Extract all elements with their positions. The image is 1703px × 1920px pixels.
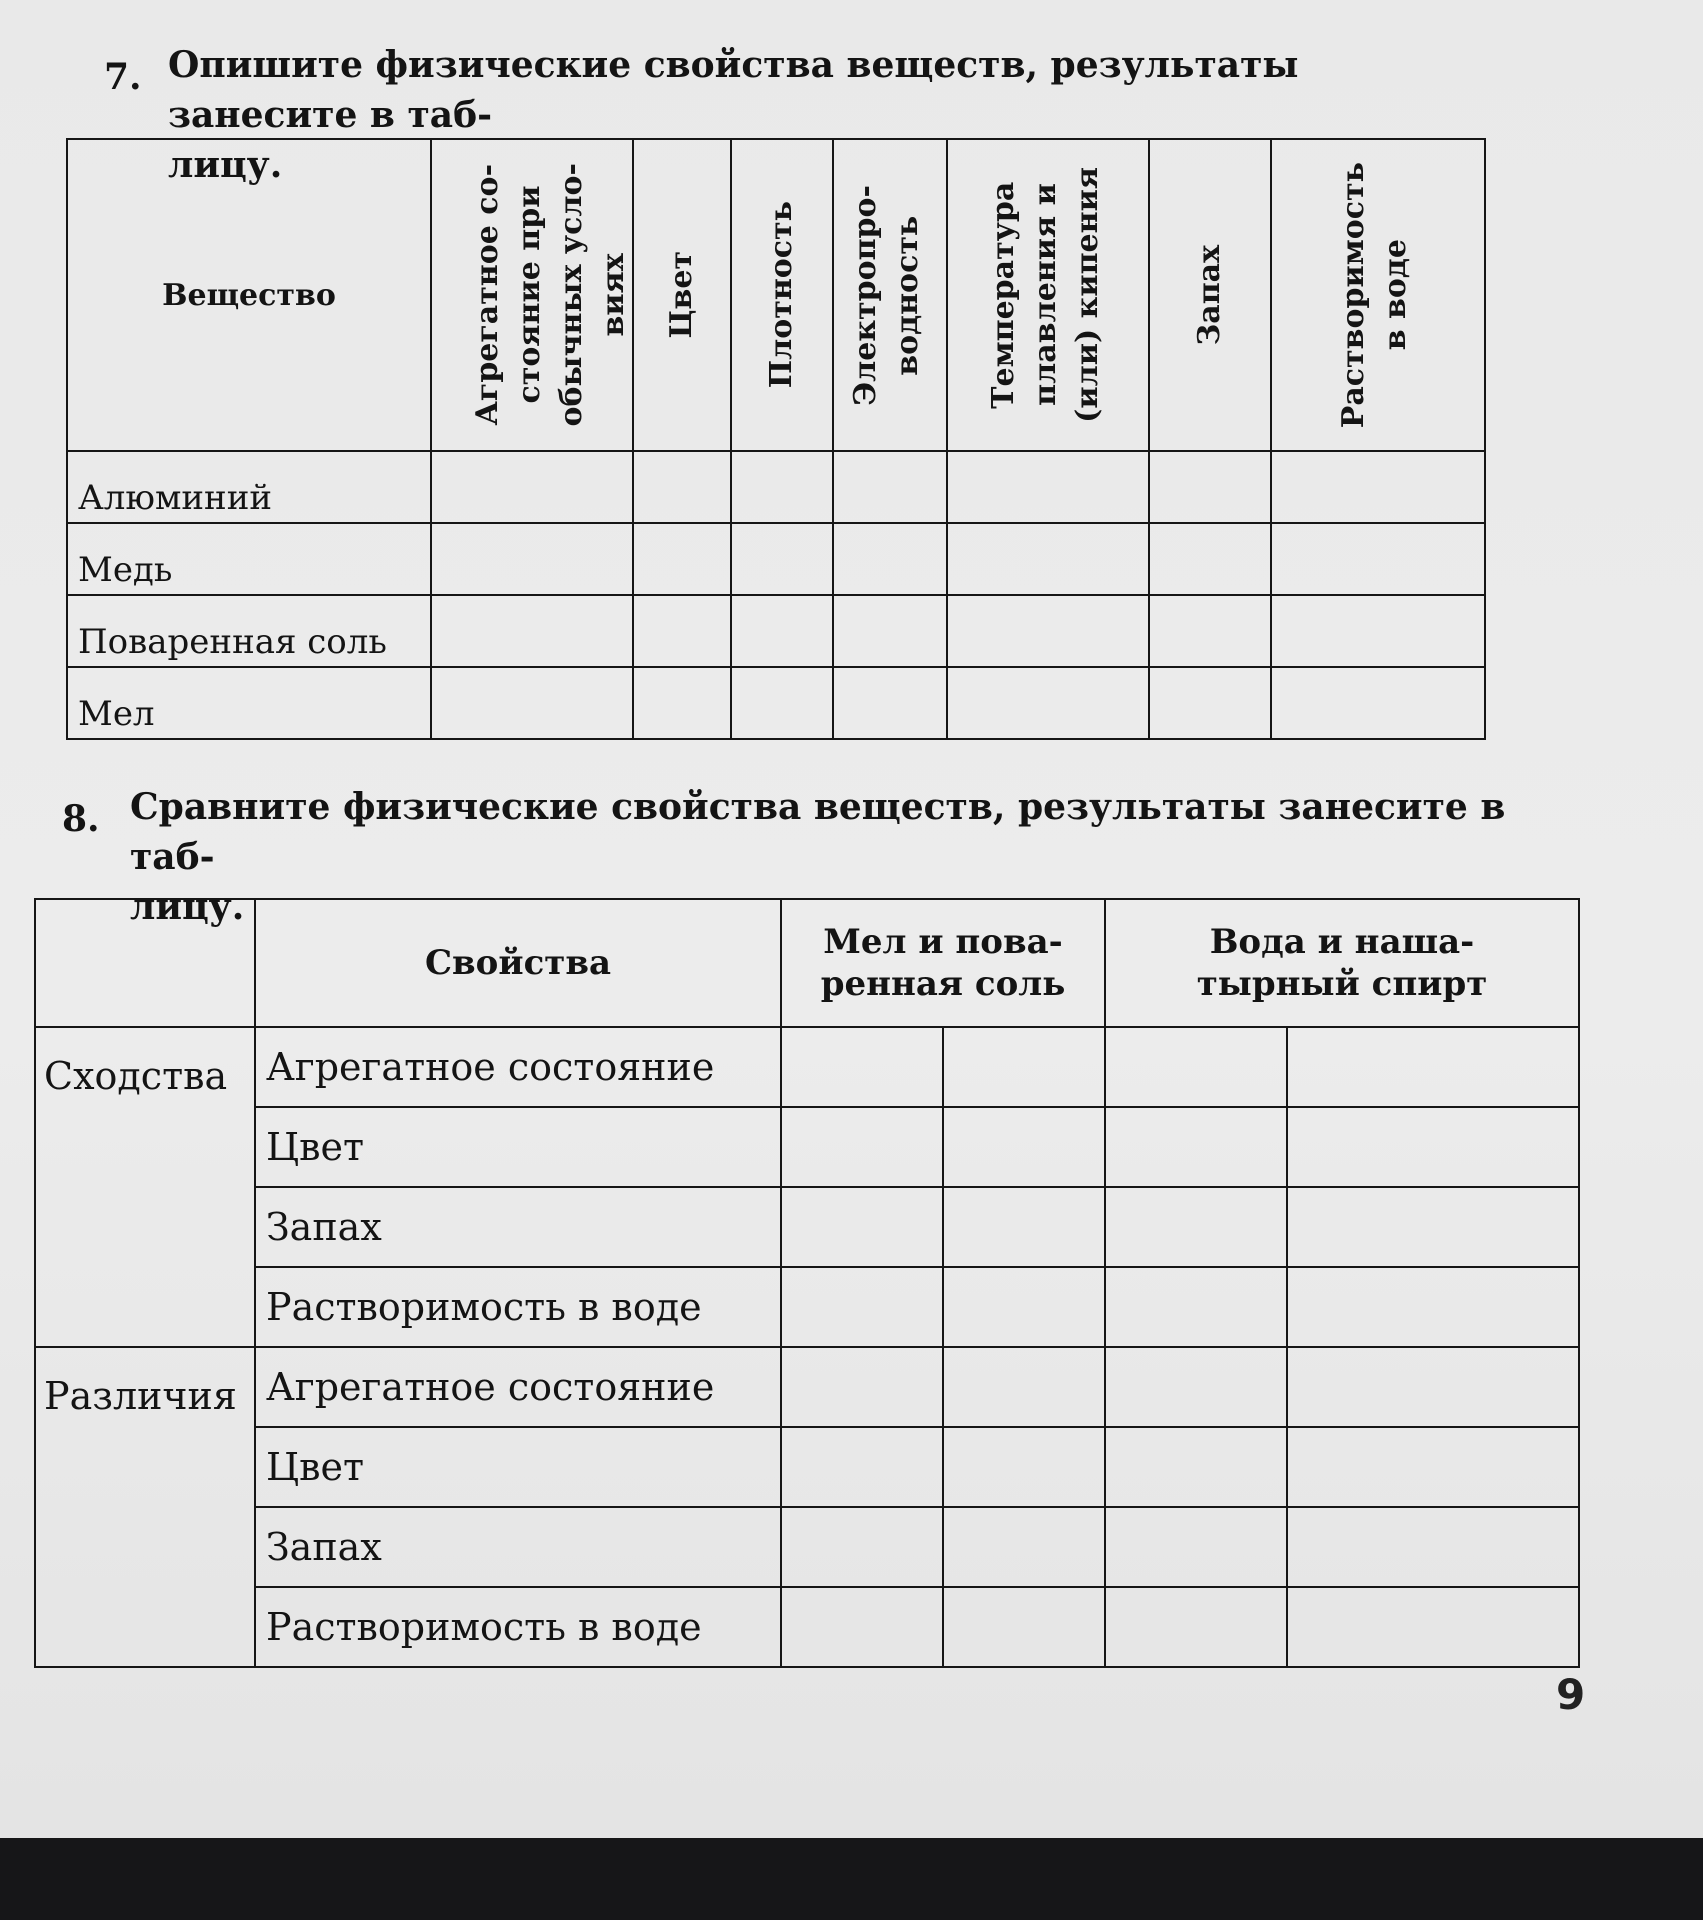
substance-aluminium: Алюминий <box>67 451 431 523</box>
question-8-line-2: лицу. <box>130 886 245 928</box>
answer-cell[interactable] <box>781 1187 943 1267</box>
property-cell: Запах <box>255 1507 781 1587</box>
answer-cell[interactable] <box>1105 1267 1287 1347</box>
answer-cell[interactable] <box>781 1027 943 1107</box>
question-7-number: 7. <box>104 56 142 98</box>
table-8-header-empty <box>35 899 255 1027</box>
answer-cell[interactable] <box>1287 1187 1579 1267</box>
table-row <box>35 1507 1579 1587</box>
answer-cell[interactable] <box>1149 451 1271 523</box>
answer-cell[interactable] <box>943 1427 1105 1507</box>
property-cell: Растворимость в воде <box>255 1587 781 1667</box>
answer-cell[interactable] <box>833 523 947 595</box>
table-7-header-density: Плотность <box>731 139 833 451</box>
substance-table-salt: Поваренная соль <box>67 595 431 667</box>
answer-cell[interactable] <box>781 1507 943 1587</box>
answer-cell[interactable] <box>781 1347 943 1427</box>
answer-cell[interactable] <box>1149 595 1271 667</box>
answer-cell[interactable] <box>731 451 833 523</box>
answer-cell[interactable] <box>1105 1427 1287 1507</box>
answer-cell[interactable] <box>943 1347 1105 1427</box>
answer-cell[interactable] <box>431 523 633 595</box>
answer-cell[interactable] <box>633 451 731 523</box>
property-cell: Запах <box>255 1187 781 1267</box>
table-7-header-substance: Вещество <box>67 139 431 451</box>
table-row <box>67 451 1485 523</box>
table-8 <box>34 898 1580 1668</box>
property-cell: Цвет <box>255 1107 781 1187</box>
answer-cell[interactable] <box>833 667 947 739</box>
table-row <box>35 1027 1579 1107</box>
answer-cell[interactable] <box>431 451 633 523</box>
table-7-header-smell: Запах <box>1149 139 1271 451</box>
answer-cell[interactable] <box>1149 523 1271 595</box>
table-7-header-temperature: Температура плавления и (или) кипения <box>947 139 1149 451</box>
page-number: 9 <box>1556 1670 1586 1719</box>
answer-cell[interactable] <box>781 1587 943 1667</box>
answer-cell[interactable] <box>1287 1027 1579 1107</box>
answer-cell[interactable] <box>781 1267 943 1347</box>
table-row <box>35 1267 1579 1347</box>
answer-cell[interactable] <box>1287 1107 1579 1187</box>
answer-cell[interactable] <box>1105 1107 1287 1187</box>
answer-cell[interactable] <box>1287 1507 1579 1587</box>
question-7-line-1: Опишите физические свойства веществ, результаты занесите в таб- <box>168 44 1299 136</box>
answer-cell[interactable] <box>1271 451 1485 523</box>
answer-cell[interactable] <box>1149 667 1271 739</box>
table-row <box>67 667 1485 739</box>
table-row <box>35 1587 1579 1667</box>
answer-cell[interactable] <box>731 667 833 739</box>
table-8-header-row <box>35 899 1579 1027</box>
answer-cell[interactable] <box>1287 1427 1579 1507</box>
answer-cell[interactable] <box>1105 1187 1287 1267</box>
answer-cell[interactable] <box>943 1187 1105 1267</box>
answer-cell[interactable] <box>1287 1587 1579 1667</box>
answer-cell[interactable] <box>947 667 1149 739</box>
answer-cell[interactable] <box>1105 1347 1287 1427</box>
answer-cell[interactable] <box>943 1107 1105 1187</box>
table-7-header-row <box>67 139 1485 451</box>
answer-cell[interactable] <box>633 667 731 739</box>
answer-cell[interactable] <box>943 1027 1105 1107</box>
group-differences: Различия <box>35 1347 255 1667</box>
answer-cell[interactable] <box>781 1427 943 1507</box>
table-7-header-conductivity: Электропро- водность <box>833 139 947 451</box>
table-row <box>35 1107 1579 1187</box>
answer-cell[interactable] <box>731 595 833 667</box>
answer-cell[interactable] <box>1271 595 1485 667</box>
answer-cell[interactable] <box>833 451 947 523</box>
property-cell: Цвет <box>255 1427 781 1507</box>
answer-cell[interactable] <box>833 595 947 667</box>
table-7-header-color: Цвет <box>633 139 731 451</box>
property-cell: Растворимость в воде <box>255 1267 781 1347</box>
answer-cell[interactable] <box>943 1507 1105 1587</box>
substance-chalk: Мел <box>67 667 431 739</box>
desk-background <box>0 1838 1703 1920</box>
answer-cell[interactable] <box>1287 1267 1579 1347</box>
answer-cell[interactable] <box>431 595 633 667</box>
group-similarities: Сходства <box>35 1027 255 1347</box>
answer-cell[interactable] <box>633 595 731 667</box>
answer-cell[interactable] <box>947 523 1149 595</box>
table-7-header-state: Агрегатное со- стояние при обычных усло- виях <box>431 139 633 451</box>
question-7-line-2: лицу. <box>168 144 283 186</box>
answer-cell[interactable] <box>731 523 833 595</box>
answer-cell[interactable] <box>633 523 731 595</box>
answer-cell[interactable] <box>943 1587 1105 1667</box>
answer-cell[interactable] <box>781 1107 943 1187</box>
table-row <box>35 1347 1579 1427</box>
answer-cell[interactable] <box>1287 1347 1579 1427</box>
table-8-header-water-ammonia: Вода и наша- тырный спирт <box>1105 899 1579 1027</box>
property-cell: Агрегатное состояние <box>255 1347 781 1427</box>
answer-cell[interactable] <box>947 595 1149 667</box>
answer-cell[interactable] <box>943 1267 1105 1347</box>
table-8-header-chalk-salt: Мел и пова- ренная соль <box>781 899 1105 1027</box>
answer-cell[interactable] <box>947 451 1149 523</box>
table-row <box>35 1427 1579 1507</box>
question-8-number: 8. <box>62 798 100 840</box>
table-row <box>67 523 1485 595</box>
answer-cell[interactable] <box>1271 667 1485 739</box>
answer-cell[interactable] <box>1105 1507 1287 1587</box>
substance-copper: Медь <box>67 523 431 595</box>
answer-cell[interactable] <box>1105 1587 1287 1667</box>
table-8-header-properties: Свойства <box>255 899 781 1027</box>
answer-cell[interactable] <box>1105 1027 1287 1107</box>
answer-cell[interactable] <box>431 667 633 739</box>
table-row <box>67 595 1485 667</box>
answer-cell[interactable] <box>1271 523 1485 595</box>
question-8-line-1: Сравните физические свойства веществ, результаты занесите в таб- <box>130 786 1506 878</box>
table-7-header-solubility: Растворимость в воде <box>1271 139 1485 451</box>
table-row <box>35 1187 1579 1267</box>
table-7 <box>66 138 1486 740</box>
property-cell: Агрегатное состояние <box>255 1027 781 1107</box>
